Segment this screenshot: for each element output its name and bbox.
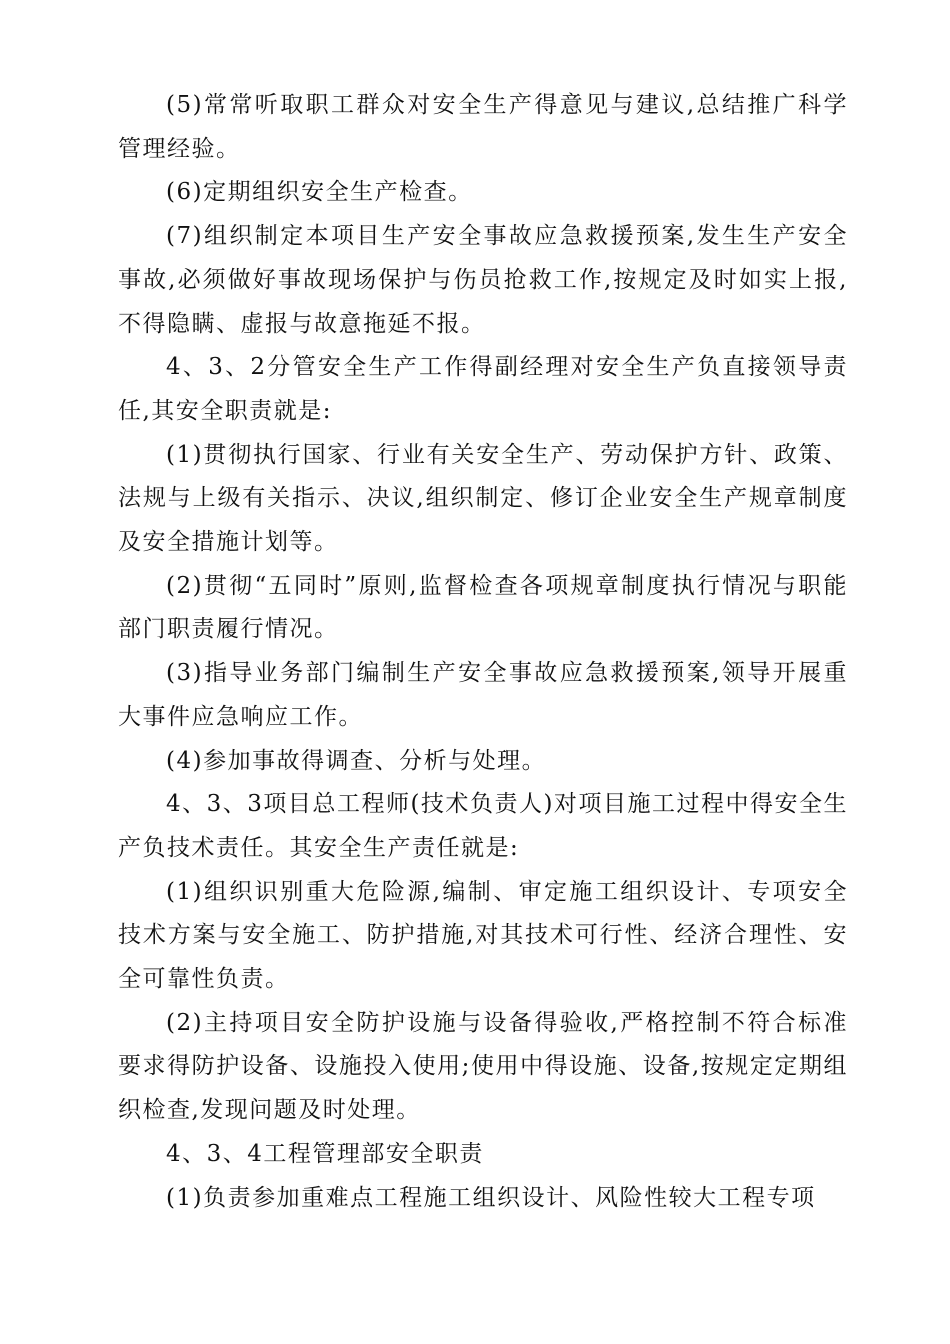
section-heading-4-3-3: 4、3、3项目总工程师(技术负责人)对项目施工过程中得安全生产负技术责任。其安全生产责任就是: bbox=[118, 791, 848, 861]
paragraph-item-1: (1)贯彻执行国家、行业有关安全生产、劳动保护方针、政策、法规与上级有关指示、决议,组织制定、修订企业安全生产规章制度及安全措施计划等。 bbox=[118, 441, 848, 556]
paragraph-item-4: (4)参加事故得调查、分析与处理。 bbox=[166, 747, 547, 774]
document-body bbox=[118, 84, 848, 1220]
paragraph-item-2: (2)贯彻“五同时”原则,监督检查各项规章制度执行情况与职能部门职责履行情况。 bbox=[118, 572, 848, 643]
section-heading-4-3-2: 4、3、2分管安全生产工作得副经理对安全生产负直接领导责任,其安全职责就是: bbox=[118, 354, 848, 424]
paragraph-item-1c: (1)负责参加重难点工程施工组织设计、风险性较大工程专项 bbox=[166, 1184, 816, 1211]
paragraph-item-6: (6)定期组织安全生产检查。 bbox=[166, 179, 473, 206]
paragraph-item-7: (7)组织制定本项目生产安全事故应急救援预案,发生生产安全事故,必须做好事故现场保护与伤员抢救工作,按规定及时如实上报,不得隐瞒、虚报与故意拖延不报。 bbox=[118, 223, 848, 337]
paragraph-item-1b: (1)组织识别重大危险源,编制、审定施工组织设计、专项安全技术方案与安全施工、防护措施,对其技术可行性、经济合理性、安全可靠性负责。 bbox=[118, 878, 848, 993]
paragraph-item-3: (3)指导业务部门编制生产安全事故应急救援预案,领导开展重大事件应急响应工作。 bbox=[118, 660, 848, 730]
section-heading-4-3-4: 4、3、4工程管理部安全职责 bbox=[166, 1140, 484, 1167]
paragraph-item-5: (5)常常听取职工群众对安全生产得意见与建议,总结推广科学管理经验。 bbox=[118, 92, 848, 162]
paragraph-item-2b: (2)主持项目安全防护设施与设备得验收,严格控制不符合标准要求得防护设备、设施投入使用;使用中得设施、设备,按规定定期组织检查,发现问题及时处理。 bbox=[118, 1009, 848, 1124]
